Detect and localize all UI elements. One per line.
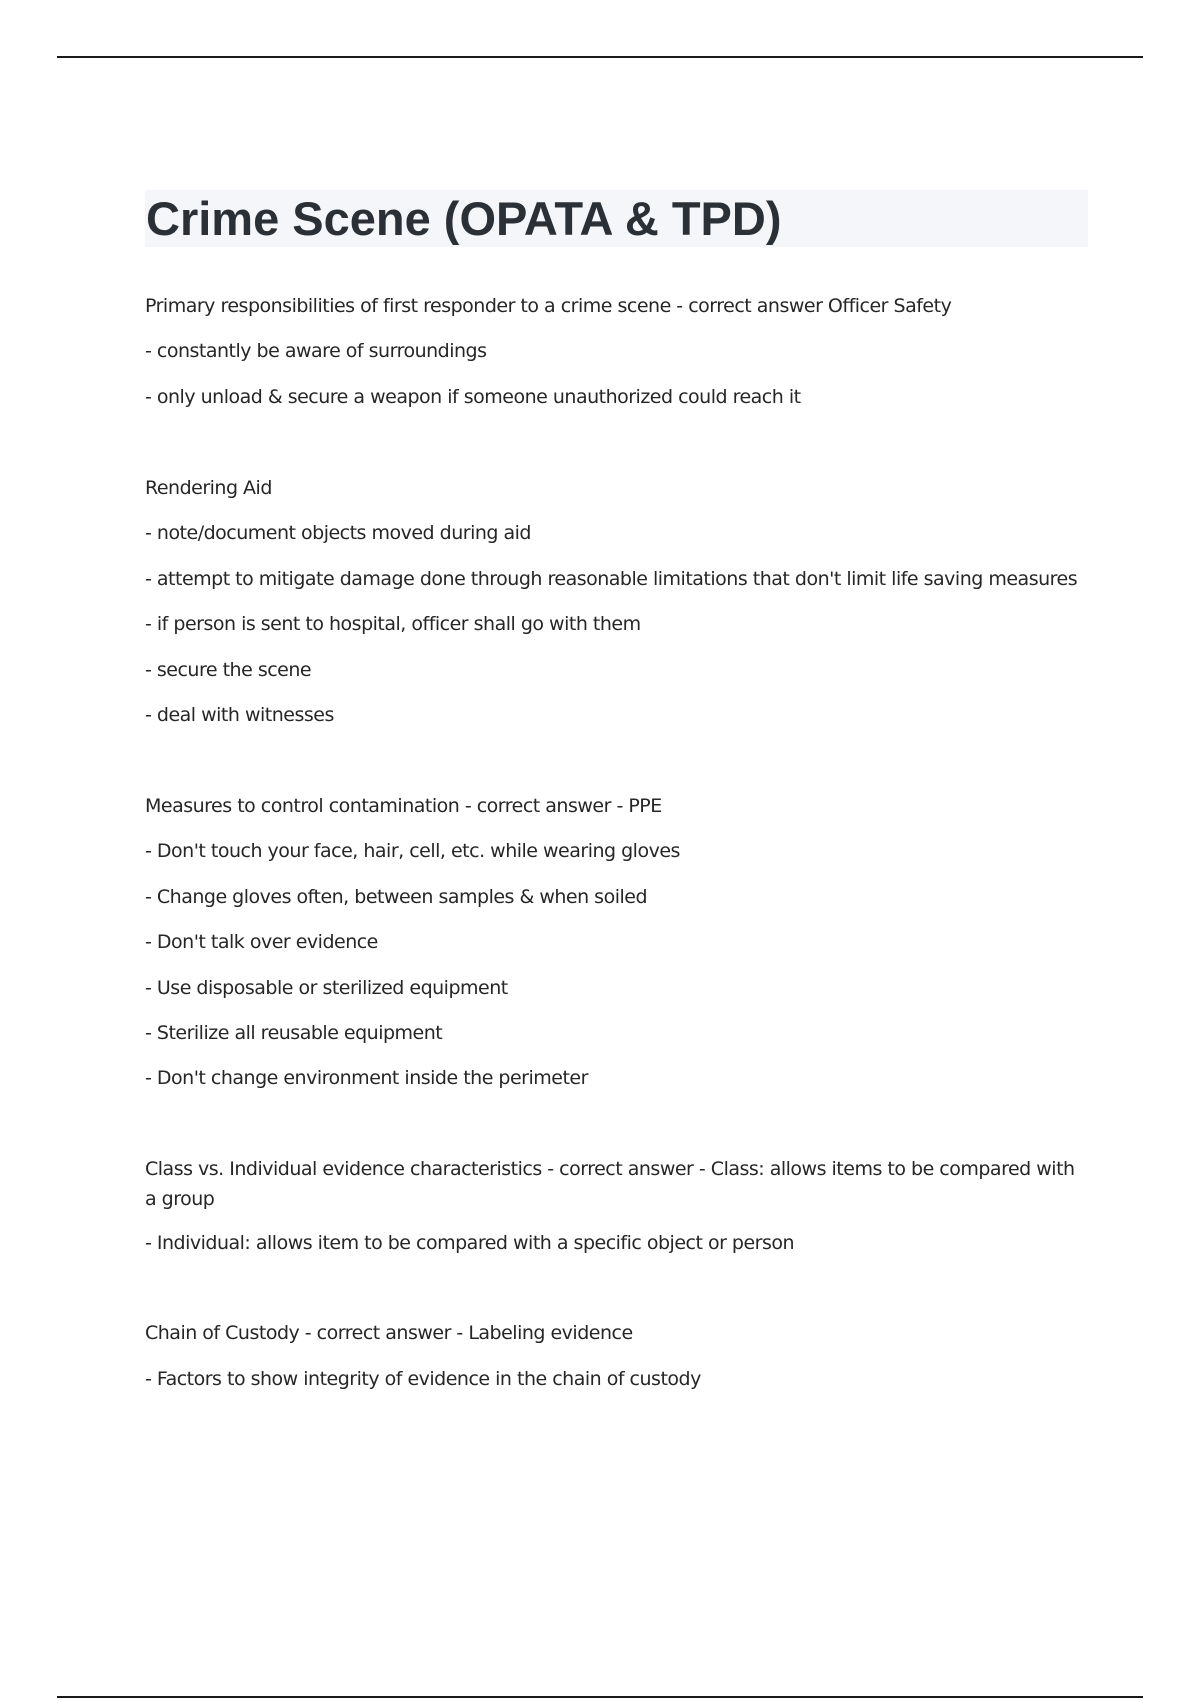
qa-line: - Individual: allows item to be compared with a specific object or person bbox=[145, 1232, 795, 1254]
qa-line: - Don't touch your face, hair, cell, etc. while wearing gloves bbox=[145, 840, 680, 862]
qa-line: Chain of Custody - correct answer - Labeling evidence bbox=[145, 1322, 633, 1344]
qa-line: - secure the scene bbox=[145, 659, 312, 681]
qa-line: - Factors to show integrity of evidence in the chain of custody bbox=[145, 1368, 701, 1390]
qa-line: - Use disposable or sterilized equipment bbox=[145, 977, 508, 999]
top-rule bbox=[57, 56, 1143, 58]
qa-line: - attempt to mitigate damage done through reasonable limitations that don't limit life saving measures bbox=[145, 568, 1078, 590]
qa-line: Class vs. Individual evidence characteristics - correct answer - Class: allows items to be compared with a group bbox=[145, 1158, 1075, 1210]
bottom-rule bbox=[57, 1696, 1143, 1698]
qa-line: - constantly be aware of surroundings bbox=[145, 340, 487, 362]
qa-line: Rendering Aid bbox=[145, 477, 272, 499]
qa-line: - deal with witnesses bbox=[145, 704, 334, 726]
qa-line: - note/document objects moved during aid bbox=[145, 522, 531, 544]
qa-line: - Don't change environment inside the perimeter bbox=[145, 1067, 588, 1089]
qa-line: Primary responsibilities of first responder to a crime scene - correct answer Officer Safety bbox=[145, 295, 952, 317]
document-title: Crime Scene (OPATA & TPD) bbox=[146, 192, 782, 245]
qa-line: - Don't talk over evidence bbox=[145, 931, 378, 953]
qa-line: - if person is sent to hospital, officer shall go with them bbox=[145, 613, 641, 635]
qa-line: Measures to control contamination - correct answer - PPE bbox=[145, 795, 662, 817]
qa-line: - only unload & secure a weapon if someone unauthorized could reach it bbox=[145, 386, 801, 408]
qa-line: - Sterilize all reusable equipment bbox=[145, 1022, 443, 1044]
qa-line: - Change gloves often, between samples & when soiled bbox=[145, 886, 648, 908]
